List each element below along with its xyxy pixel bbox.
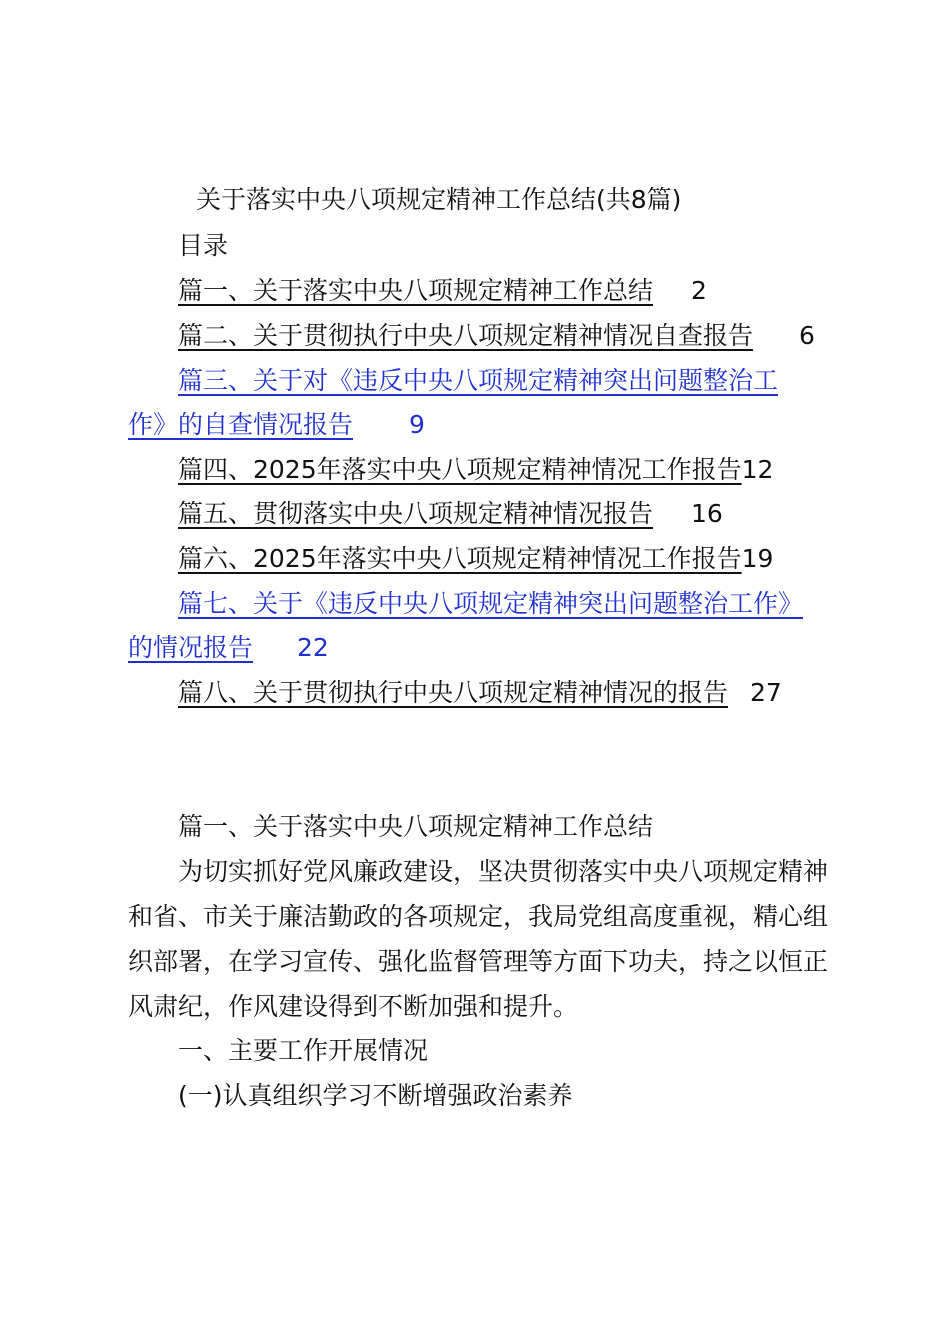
toc-entry-page: 19 bbox=[741, 544, 774, 573]
toc-entry-6[interactable] bbox=[178, 542, 773, 576]
toc-entry-page: 27 bbox=[750, 678, 782, 707]
document-title: 关于落实中央八项规定精神工作总结(共8篇) bbox=[196, 185, 682, 214]
section-heading: 篇一、关于落实中央八项规定精神工作总结 bbox=[178, 812, 654, 841]
toc-entry-2[interactable] bbox=[178, 319, 815, 353]
toc-entry-text: 篇五、贯彻落实中央八项规定精神情况报告 bbox=[178, 499, 654, 528]
toc-entry-3-line2[interactable] bbox=[128, 408, 425, 442]
toc-entry-text: 作》的自查情况报告 bbox=[128, 410, 354, 439]
toc-entry-text: 篇三、关于对《违反中央八项规定精神突出问题整治工 bbox=[178, 366, 779, 395]
toc-entry-text: 篇六、2025年落实中央八项规定精神情况工作报告 bbox=[178, 544, 742, 573]
subheading-main-work: 一、主要工作开展情况 bbox=[178, 1036, 429, 1065]
toc-entry-text: 篇二、关于贯彻执行中央八项规定精神情况自查报告 bbox=[178, 321, 754, 350]
toc-entry-3-line1[interactable] bbox=[178, 364, 778, 398]
toc-entry-page: 2 bbox=[691, 276, 707, 305]
toc-entry-text: 篇七、关于《违反中央八项规定精神突出问题整治工作》 bbox=[178, 589, 804, 618]
body-paragraph: 为切实抓好党风廉政建设，坚决贯彻落实中央八项规定精神和省、市关于廉洁勤政的各项规定，我局党组高度重视，精心组织部署，在学习宣传、强化监督管理等方面下功夫，持之以恒正风肃纪，作风建设得到不断加强和提升。 bbox=[128, 857, 829, 1021]
toc-entry-text: 篇一、关于落实中央八项规定精神工作总结 bbox=[178, 276, 654, 305]
toc-entry-page: 12 bbox=[741, 455, 774, 484]
toc-entry-7-line1[interactable] bbox=[178, 587, 803, 621]
toc-heading: 目录 bbox=[178, 231, 229, 260]
toc-entry-5[interactable] bbox=[178, 497, 723, 531]
toc-entry-text: 篇四、2025年落实中央八项规定精神情况工作报告 bbox=[178, 455, 742, 484]
toc-entry-8[interactable] bbox=[178, 676, 782, 710]
toc-entry-text: 的情况报告 bbox=[128, 633, 254, 662]
toc-entry-page: 6 bbox=[799, 321, 815, 350]
toc-entry-page: 9 bbox=[409, 410, 425, 439]
toc-entry-1[interactable] bbox=[178, 274, 707, 308]
toc-entry-page: 16 bbox=[691, 499, 723, 528]
toc-entry-page: 22 bbox=[297, 633, 329, 662]
toc-entry-text: 篇八、关于贯彻执行中央八项规定精神情况的报告 bbox=[178, 678, 729, 707]
toc-entry-7-line2[interactable] bbox=[128, 631, 329, 665]
toc-entry-4[interactable] bbox=[178, 453, 773, 487]
subheading-study: (一)认真组织学习不断增强政治素养 bbox=[178, 1081, 573, 1110]
